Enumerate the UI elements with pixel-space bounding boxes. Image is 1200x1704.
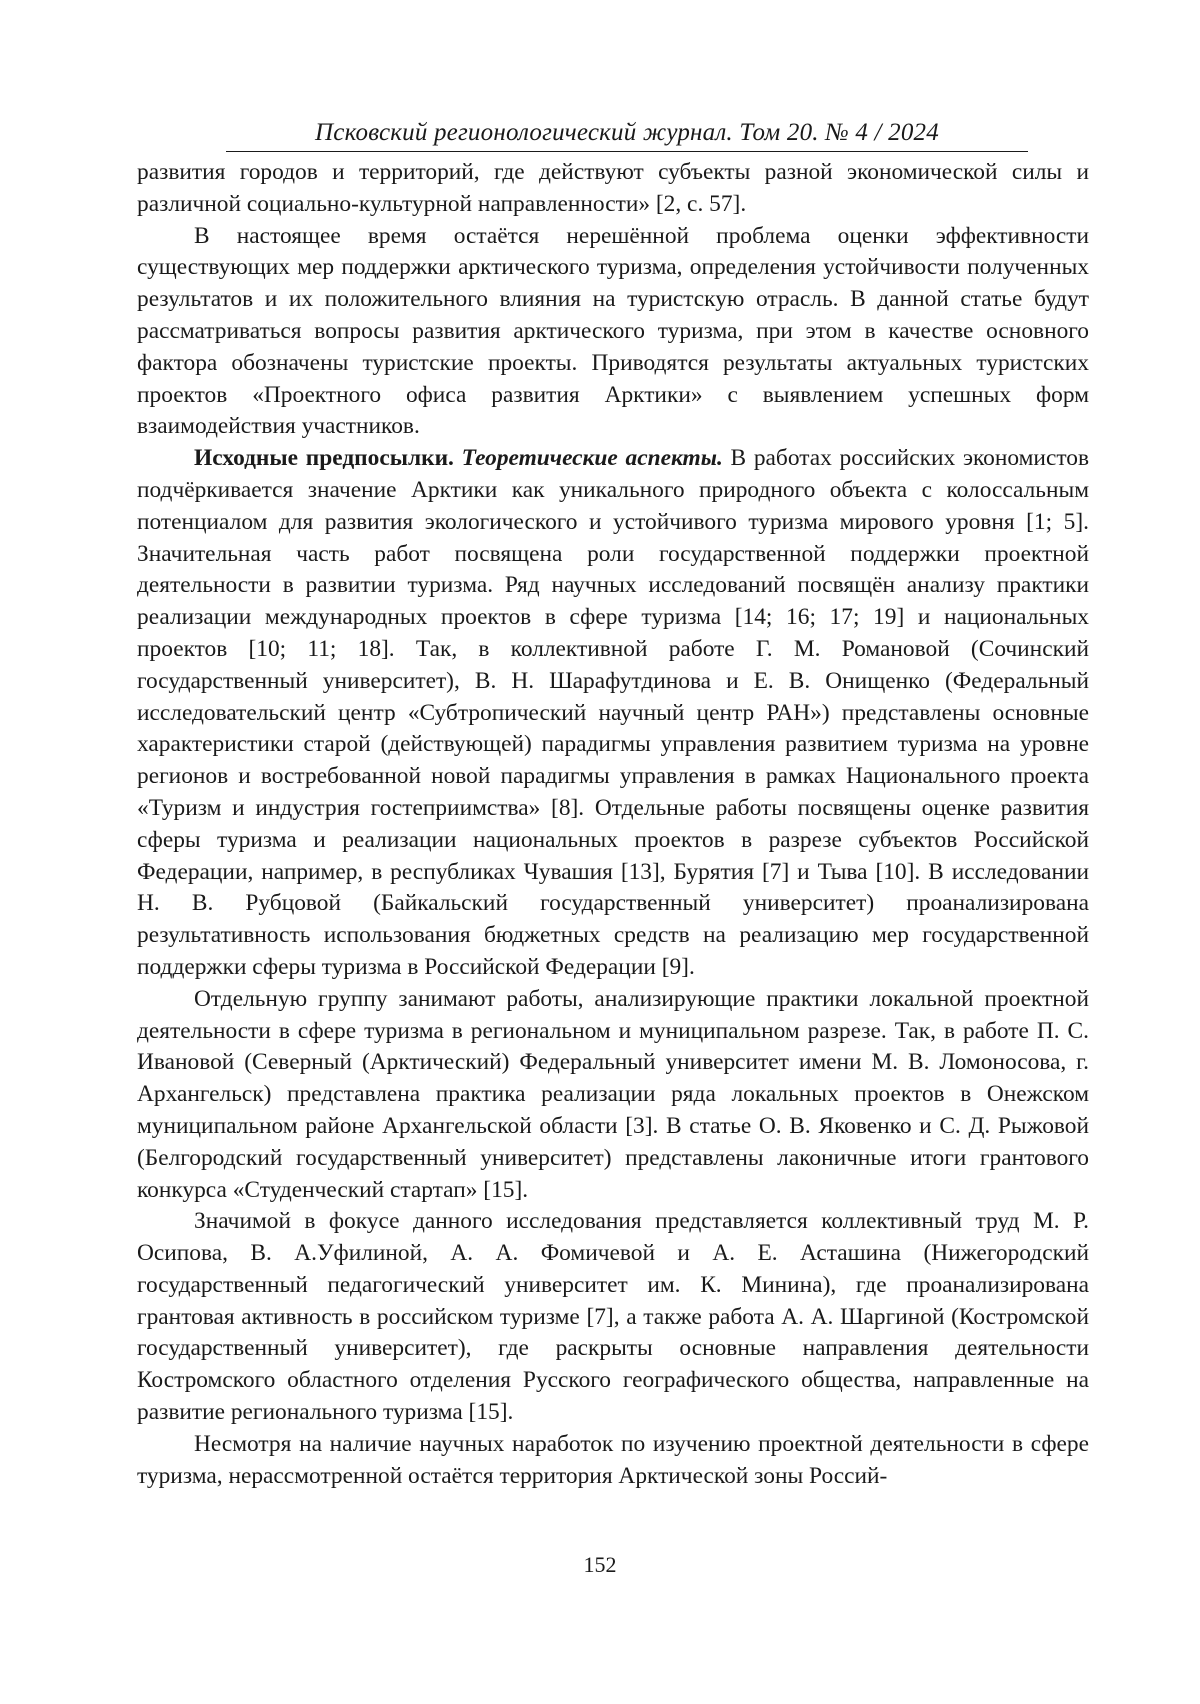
header-rule — [226, 151, 1028, 152]
paragraph: Отдельную группу занимают работы, анализирующие практики локальной проектной деятельности в сфере туризма в региональном и муниципальном разрезе. Так, в работе П. С. Ивановой (Северный (Арктический) Федеральный университет имени М. В. Ломоносова, г. Архангельск) представлена практика реализации ряда локальных проектов в Онежском муниципальном районе Архангельской области [3]. В статье О. В. Яковенко и С. Д. Рыжовой (Белгородский государственный университет) представлены лаконичные итоги грантового конкурса «Студенческий стартап» [15]. — [137, 985, 1089, 1203]
running-header: Псковский регионологический журнал. Том 20. № 4 / 2024 — [315, 119, 939, 146]
section-heading: Исходные предпосылки. — [194, 445, 454, 472]
paragraph-text: В работах российских экономистов подчёркивается значение Арктики как уникального природного объекта с колоссальным потенциалом для развития экологического и устойчивого туризма мирового уровня [1; 5]. Значительная часть работ посвящена роли государственной поддержки проектной деятельности в развитии туризма. Ряд научных исследований посвящён анализу практики реализации международных проектов в сфере туризма [14; 16; 17; 19] и национальных проектов [10; 11; 18]. Так, в коллективной работе Г. М. Романовой (Сочинский государственный университет), В. Н. Шарафутдинова и Е. В. Онищенко (Федеральный исследовательский центр «Субтропический научный центр РАН») представлены основные характеристики старой (действующей) парадигмы управления развитием туризма на уровне регионов и востребованной новой парадигмы управления в рамках Национального проекта «Туризм и индустрия гостеприимства» [8]. Отдельные работы посвящены оценке развития сферы туризма и реализации национальных проектов в разрезе субъектов Российской Федерации, например, в республиках Чувашия [13], Бурятия [7] и Тыва [10]. В исследовании Н. В. Рубцовой (Байкальский государственный университет) проанализирована результативность использования бюджетных средств на реализацию мер государственной поддержки сферы туризма в Российской Федерации [9]. — [137, 445, 1089, 980]
paragraph: Значимой в фокусе данного исследования представляется коллективный труд М. Р. Осипова, В. А.Уфилиной, А. А. Фомичевой и А. Е. Асташина (Нижегородский государственный педагогический университет им. К. Минина), где проанализирована грантовая активность в российском туризме [7], а также работа А. А. Шаргиной (Костромской государственный университет), где раскрыты основные направления деятельности Костромского областного отделения Русского географического общества, направленные на развитие регионального туризма [15]. — [137, 1208, 1089, 1426]
article-body — [137, 157, 1089, 1492]
subsection-heading: Теоретические аспекты. — [461, 445, 723, 472]
paragraph: Несмотря на наличие научных наработок по изучению проектной деятельности в сфере туризма, нерассмотренной остаётся территория Арктической зоны Россий- — [137, 1430, 1089, 1489]
paragraph: В настоящее время остаётся нерешённой проблема оценки эффективности существующих мер поддержки арктического туризма, определения устойчивости полученных результатов и их положительного влияния на туристскую отрасль. В данной статье будут рассматриваться вопросы развития арктического туризма, при этом в качестве основного фактора обозначены туристские проекты. Приводятся результаты актуальных туристских проектов «Проектного офиса развития Арктики» с выявлением успешных форм взаимодействия участников. — [137, 222, 1089, 440]
paragraph-continuation: развития городов и территорий, где действуют субъекты разной экономической силы и различной социально-культурной направленности» [2, с. 57]. — [137, 159, 1089, 217]
page-number: 152 — [583, 1552, 617, 1577]
paragraph-section-start — [137, 443, 1089, 984]
